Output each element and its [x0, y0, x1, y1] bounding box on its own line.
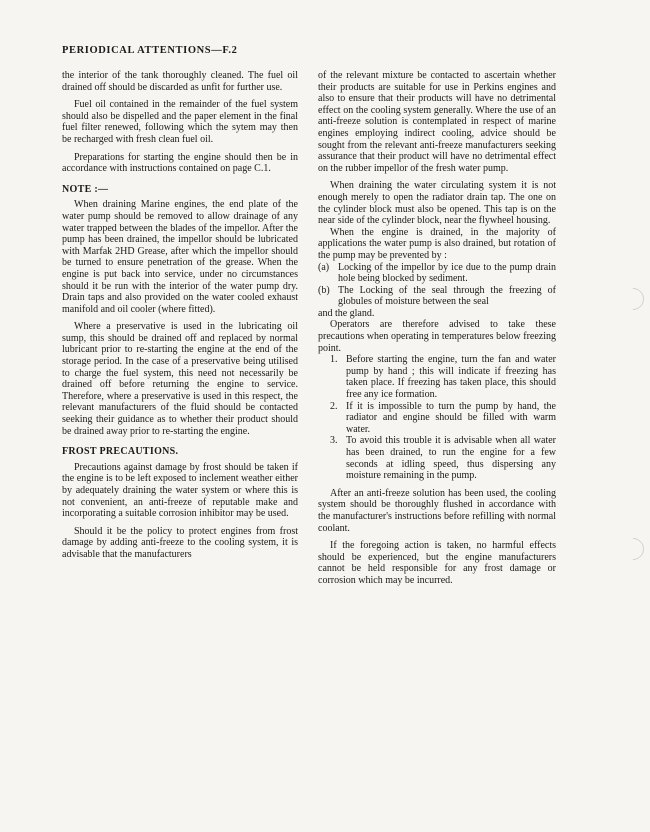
paragraph: Where a preservative is used in the lubricating oil sump, this should be drained off and replaced by normal lubricant prior to re-starting the engine at the end of the storage period. In the case of a preservative being utilised to charge the fuel system, this need not necessarily be drained off before returning the engine to service. Therefore, where a preservative is used in this respect, the relevant manufacturers of the fluid should be contacted seeking their guidance as to whether their product should be drained away prior to re-starting the engine.: [62, 321, 298, 437]
note-heading: NOTE :—: [62, 183, 109, 195]
frost-heading: FROST PRECAUTIONS.: [62, 446, 179, 458]
page-header: PERIODICAL ATTENTIONS—F.2: [62, 45, 238, 56]
paragraph: and the gland.: [318, 307, 375, 319]
punch-hole-mark: [617, 283, 648, 314]
paragraph: When the engine is drained, in the majority of applications the water pump is also drained, but rotation of the pump may be prevented by :: [318, 226, 556, 261]
list-item: [330, 401, 556, 436]
paragraph: Operators are therefore advised to take these precautions when operating in temperatures below freezing point.: [318, 319, 556, 354]
left-column: [62, 70, 298, 561]
list-text: Locking of the impellor by ice due to the pump drain hole being blocked by sediment.: [338, 261, 556, 285]
paragraph: Precautions against damage by frost should be taken if the engine is to be left exposed to inclement weather either by adequately draining the water system or where this is not convenient, an anti-freeze of reputable make and incorporating a suitable corrosion inhibitor may be used.: [62, 461, 298, 520]
list-label: (b): [318, 284, 330, 296]
list-item: [330, 354, 556, 400]
list-text: The Locking of the seal through the freezing of globules of moisture between the seal: [338, 284, 556, 308]
list-text: To avoid this trouble it is advisable when all water has been drained, to run the engine for a few seconds at idling speed, thus dispersing any moisture remaining in the pump.: [346, 435, 556, 482]
paragraph: If the foregoing action is taken, no harmful effects should be experienced, but the engine manufacturers cannot be held responsible for any frost damage or corrosion which may be incurred.: [318, 540, 556, 586]
list-item: [318, 262, 556, 285]
paragraph: Fuel oil contained in the remainder of the fuel system should also be dispelled and the paper element in the final fuel filter renewed, following which the sytem may then be recharged with fresh clean fuel oil.: [62, 99, 298, 145]
list-label: 3.: [330, 435, 338, 447]
list-label: 2.: [330, 400, 338, 412]
paragraph: Should it be the policy to protect engines from frost damage by adding anti-freeze to the cooling system, it is advisable that the manufacturers: [62, 525, 298, 560]
paragraph: When draining Marine engines, the end plate of the water pump should be removed to allow drainage of any water trapped between the blades of the impellor. After the pump has been drained, the impellor should be lubricated with Marfak 2HD Grease, after which the impellor should be turned to ensure penetration of the grease. When the engine is put back into service, under no circumstances should it be run with the interior of the water pump dry. Drain taps and also provided on the water cooled exhaust manifold and oil cooler (where fitted).: [62, 199, 298, 315]
punch-hole-mark: [617, 533, 648, 564]
list-item: [318, 285, 556, 308]
numbered-list: [318, 354, 556, 482]
list-text: If it is impossible to turn the pump by hand, the radiator and engine should be filled with warm water.: [346, 400, 556, 435]
paragraph: Preparations for starting the engine should then be in accordance with instructions contained on page C.1.: [62, 151, 298, 175]
paragraph: of the relevant mixture be contacted to ascertain whether their products are suitable for use in Perkins engines and also to ensure that their products will have no detrimental effect on the cooling system generally. Where the use of an anti-freeze solution is contemplated in respect of marine engines employing indirect cooling, advice should be sought from the relevant anti-freeze manufacturers seeking assurance that their product will have no detrimental effect on the rubber impellor of the fresh water pump.: [318, 70, 556, 174]
right-column: [318, 70, 556, 587]
paragraph: When draining the water circulating system it is not enough merely to open the radiator drain tap. The one on the cylinder block must also be opened. This tap is on the near side of the cylinder block, near the flywheel housing.: [318, 180, 556, 227]
list-label: 1.: [330, 354, 338, 366]
paragraph: the interior of the tank thoroughly cleaned. The fuel oil drained off should be discarded as unfit for further use.: [62, 70, 298, 93]
list-label: (a): [318, 261, 330, 273]
list-item: [330, 435, 556, 481]
paragraph: After an anti-freeze solution has been used, the cooling system should be thoroughly flushed in accordance with the manufacturer's instructions before refilling with normal coolant.: [318, 487, 556, 534]
lettered-list: [318, 262, 556, 308]
list-text: Before starting the engine, turn the fan and water pump by hand ; this will indicate if freezing has taken place. If freezing has taken place, this should free any ice formation.: [346, 354, 556, 401]
